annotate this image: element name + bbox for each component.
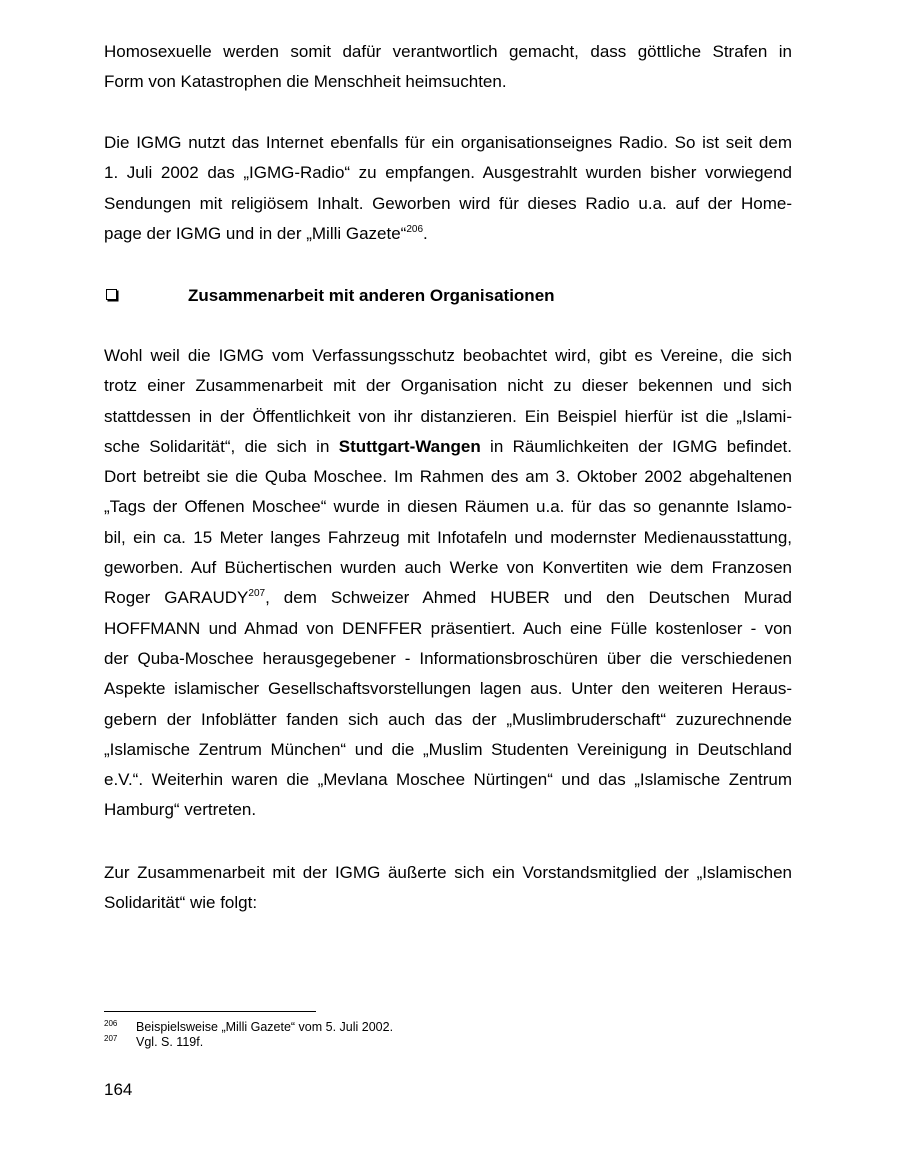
- paragraph-line: Wohl weil die IGMG vom Verfassungsschutz beobachtet wird, gibt es Vereine, die sich: [104, 346, 792, 365]
- line-text: in Räumlichkeiten der IGMG befindet.: [480, 436, 792, 456]
- paragraph-line: 1. Juli 2002 das „IGMG-Radio“ zu empfangen. Ausgestrahlt wurden bisher vorwiegend: [104, 163, 792, 183]
- paragraph-2: [104, 128, 792, 249]
- section-heading-text: Zusammenarbeit mit anderen Organisationen: [188, 286, 555, 305]
- paragraph-line: HOFFMANN und Ahmad von DENFFER präsentiert. Auch eine Fülle kostenloser - von: [104, 618, 792, 638]
- paragraph-line: stattdessen in der Öffentlichkeit von ihr distanzieren. Ein Beispiel hierfür ist die „Islami-: [104, 406, 792, 426]
- paragraph-line: e.V.“. Weiterhin waren die „Mevlana Moschee Nürtingen“ und das „Islamische Zentrum: [104, 770, 792, 790]
- paragraph-line: [104, 219, 792, 249]
- paragraph-1: [104, 37, 792, 98]
- paragraph-line: Solidarität“ wie folgt:: [104, 893, 258, 913]
- footnote-number: 207: [104, 1034, 118, 1043]
- paragraph-line: geworben. Auf Büchertischen wurden auch Werke von Konvertiten wie dem Franzosen: [104, 558, 792, 578]
- footnote-text: Beispielsweise „Milli Gazete“ vom 5. Juli 2002.: [136, 1020, 394, 1034]
- paragraph-line: gebern der Infoblätter fanden sich auch das der „Muslimbruderschaft“ zuzurechnende: [104, 709, 792, 729]
- paragraph-line: der Quba-Moschee herausgegebener - Informationsbroschüren über die verschiedenen: [104, 648, 792, 668]
- paragraph-line: trotz einer Zusammenarbeit mit der Organisation nicht zu dieser bekennen und sich: [104, 376, 792, 396]
- paragraph-line: Homosexuelle werden somit dafür verantwortlich gemacht, dass göttliche Strafen in: [104, 42, 792, 61]
- bold-location: Stuttgart-Wangen: [338, 436, 481, 456]
- paragraph-line: Zur Zusammenarbeit mit der IGMG äußerte sich ein Vorstandsmitglied der „Islamischen: [104, 863, 792, 882]
- paragraph-4: [104, 858, 792, 919]
- footnote-divider: [104, 1011, 316, 1012]
- line-text: .: [423, 223, 428, 243]
- footnote-number: 206: [104, 1019, 118, 1028]
- line-text: sche Solidarität“, die sich in: [104, 436, 339, 456]
- paragraph-line: Form von Katastrophen die Menschheit heimsuchten.: [104, 72, 507, 92]
- paragraph-line: [104, 583, 792, 613]
- footnote-ref-206[interactable]: 206: [406, 223, 424, 235]
- paragraph-line: Aspekte islamischer Gesellschaftsvorstellungen lagen aus. Unter den weiteren Heraus-: [104, 679, 792, 699]
- footnote-text: Vgl. S. 119f.: [136, 1035, 204, 1049]
- paragraph-line: Die IGMG nutzt das Internet ebenfalls für ein organisationseignes Radio. So ist seit dem: [104, 133, 792, 152]
- paragraph-line: Dort betreibt sie die Quba Moschee. Im Rahmen des am 3. Oktober 2002 abgehaltenen: [104, 467, 792, 487]
- checkbox-icon: [106, 289, 117, 300]
- paragraph-line: „Tags der Offenen Moschee“ wurde in diesen Räumen u.a. für das so genannte Islamo-: [104, 497, 792, 517]
- section-heading: [104, 281, 792, 311]
- paragraph-3: [104, 341, 792, 826]
- line-text: , dem Schweizer Ahmed HUBER und den Deutschen Murad: [265, 588, 792, 608]
- paragraph-line: bil, ein ca. 15 Meter langes Fahrzeug mit Infotafeln und modernster Medienausstattung,: [104, 527, 792, 547]
- page-number: 164: [104, 1080, 133, 1099]
- paragraph-line: „Islamische Zentrum München“ und die „Muslim Studenten Vereinigung in Deutschland: [104, 739, 792, 759]
- footnote-ref-207[interactable]: 207: [248, 588, 266, 600]
- paragraph-line: [104, 432, 792, 462]
- paragraph-line: Hamburg“ vertreten.: [104, 800, 257, 820]
- paragraph-line: Sendungen mit religiösem Inhalt. Geworben wird für dieses Radio u.a. auf der Home-: [104, 193, 792, 213]
- line-text: page der IGMG und in der „Milli Gazete“: [104, 223, 407, 243]
- line-text: Roger GARAUDY: [104, 588, 249, 608]
